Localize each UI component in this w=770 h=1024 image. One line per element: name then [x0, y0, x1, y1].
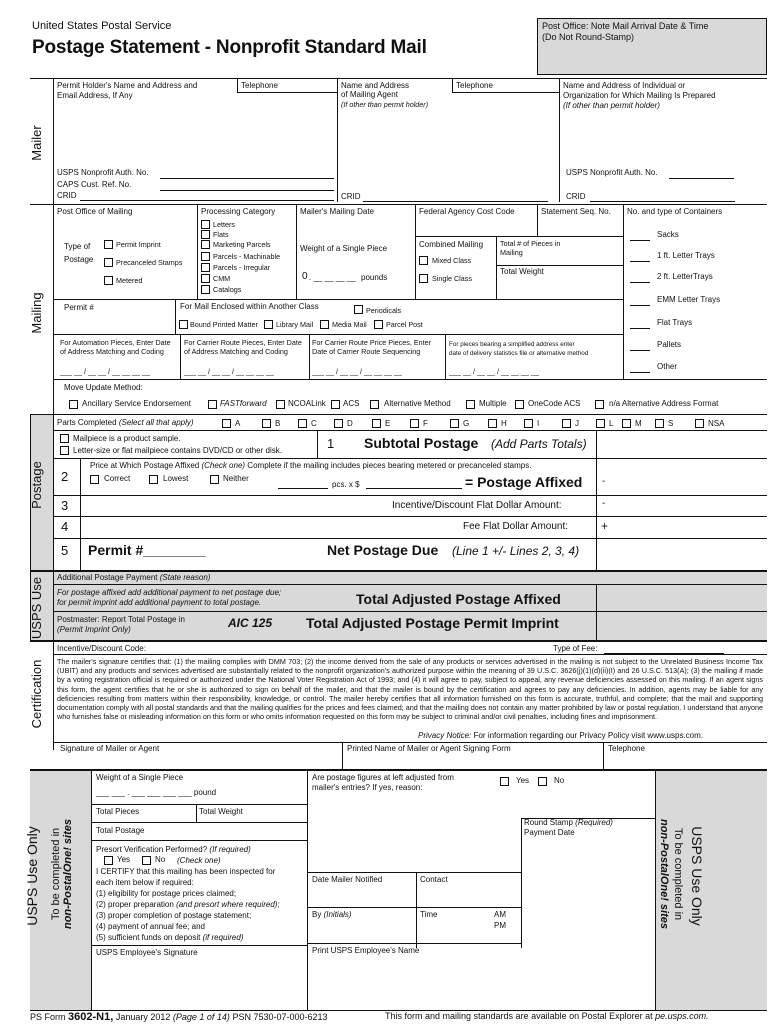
- crid-line[interactable]: [80, 200, 334, 201]
- price-blank[interactable]: [366, 488, 462, 489]
- automation-label: For Automation Pieces, Enter Date: [60, 338, 171, 347]
- catalogs-checkbox[interactable]: [201, 285, 210, 294]
- irregular-checkbox[interactable]: [201, 263, 210, 272]
- bound-checkbox[interactable]: [179, 320, 188, 329]
- uo-no-label: No: [155, 855, 166, 864]
- part-nsa-label: NSA: [708, 419, 725, 428]
- ml-row-line: [415, 236, 623, 237]
- part-s-checkbox[interactable]: [655, 419, 664, 428]
- part-nsa-checkbox[interactable]: [695, 419, 704, 428]
- part-l-label: L: [609, 419, 614, 428]
- uo-c3: (3) proper completion of postage statement;: [96, 911, 252, 920]
- ml-div-4: [496, 236, 497, 299]
- part-d-label: D: [347, 419, 353, 428]
- total-weight-label: Total Weight: [500, 267, 544, 276]
- part-h-checkbox[interactable]: [488, 419, 497, 428]
- agent-note: (If other than permit holder): [341, 100, 429, 109]
- permit-no-label: Permit #: [64, 303, 94, 312]
- mailer-div-b: [337, 78, 338, 202]
- ml-div-9: [309, 334, 310, 379]
- containers-label: No. and type of Containers: [627, 207, 723, 216]
- automation-date[interactable]: ___ __ / __ __ / __ __ __ __: [60, 367, 150, 376]
- subtotal-postage-label: Subtotal Postage: [364, 435, 479, 451]
- uo-time: Time: [420, 910, 438, 919]
- usps-use-bottom: [30, 640, 767, 642]
- single-checkbox[interactable]: [419, 274, 428, 283]
- weight-fill: . __ __ __ __: [309, 273, 356, 282]
- postage-amount-div: [596, 430, 597, 570]
- weight-value[interactable]: 0: [302, 271, 308, 282]
- plus-sign: +: [601, 519, 609, 533]
- minus-sign: -: [602, 476, 606, 487]
- price-check-label: Price at Which Postage Affixed (Check one) Complete if the mailing includes pieces bearing metered or precanceled stamps.: [90, 461, 532, 470]
- uo-row-3: [91, 840, 307, 841]
- postmaster-label: Postmaster: Report Total Postage in: [57, 615, 185, 624]
- line5-number: 5: [61, 543, 69, 558]
- library-label: Library Mail: [276, 320, 314, 329]
- certification-text: The mailer's signature certifies that: (1) the mailing complies with DMM 703; (2) the income derived from the sale of any products or services advertised in the mailing is not subject to the Unrelated Business Income Tax (UBIT) and any products and services advertised are substantially related to the nonprofit organization's authorized purpose within the meaning of 39 U.S.C. 3626(j)(1)(d)(ii)(I) and 26 U.S.C. 513(A); (3) the mailing if made by a voting registration official is required or authorized under the National Voter Registration Act of 1993; and (4) it will agree to pay, subject to appeal, any revenue deficiencies assessed on this mailing. If an agent signs this form, the agent certifies that he or she is authorized to sign on behalf of the mailer, and that the mailer is bound by the certification and agrees to pay any deficiencies. In addition, agents may be liable for any deficiencies resulting from matters within their responsibility, knowledge, or control. The mailer hereby certifies that all information furnished on this form is accurate, truthful, and complete; that the mail and supporting documentation comply with all postal standards and that the mailing qualifies for the prices and fees claimed; and that the mailing does not contain any matter prohibited by law or postal regulation. I understand that anyone who furnishes false or misleading information on this form or who omits information requested on this form may be subject to criminal and/or civil penalties, including fines and imprisonment.: [57, 657, 763, 722]
- incentive-flat-label: Incentive/Discount Flat Dollar Amount:: [392, 500, 562, 511]
- periodicals-label: Periodicals: [366, 306, 402, 315]
- ml-div-7: [175, 299, 176, 334]
- bound-label: Bound Printed Matter: [190, 320, 258, 329]
- permit-holder-label: Permit Holder's Name and Address and: [57, 81, 198, 90]
- media-label: Media Mail: [332, 320, 367, 329]
- printed-name-label: Printed Name of Mailer or Agent Signing Form: [347, 744, 511, 753]
- part-c-checkbox[interactable]: [298, 419, 307, 428]
- neither-checkbox[interactable]: [210, 475, 219, 484]
- part-i-checkbox[interactable]: [524, 419, 533, 428]
- postmaster-note: (Permit Imprint Only): [57, 625, 131, 634]
- section-completed-in: To be completed in: [50, 827, 62, 921]
- flats-checkbox[interactable]: [201, 230, 210, 239]
- fee-flat-label: Fee Flat Dollar Amount:: [463, 521, 569, 532]
- agency-name: United States Postal Service: [32, 20, 172, 32]
- part-d-checkbox[interactable]: [334, 419, 343, 428]
- uo-figures2: mailer's entries? If yes, reason:: [312, 783, 423, 792]
- processing-label: Processing Category: [201, 207, 276, 216]
- ml-row-line-2: [53, 299, 623, 300]
- multiple-checkbox[interactable]: [466, 400, 475, 409]
- postage-type-label: Postage: [64, 255, 94, 264]
- total-adjusted-imprint: Total Adjusted Postage Permit Imprint: [306, 615, 559, 631]
- uo-row-2: [91, 822, 307, 823]
- uo-row-5: [307, 872, 521, 873]
- sacks-blank[interactable]: [630, 240, 650, 241]
- incentive-code-label: Incentive/Discount Code:: [57, 644, 146, 653]
- correct-checkbox[interactable]: [90, 475, 99, 484]
- mailer-bottom: [30, 204, 767, 205]
- uo-c4: (4) payment of annual fee; and: [96, 922, 205, 931]
- caps-label: CAPS Cust. Ref. No.: [57, 180, 132, 189]
- line4-number: 4: [61, 519, 69, 534]
- uo-yes-label: Yes: [117, 855, 131, 864]
- line-num-div: [80, 458, 81, 570]
- pcs-blank[interactable]: [278, 488, 328, 489]
- parcel-post-label: Parcel Post: [386, 320, 423, 329]
- uo-total-pieces: Total Pieces: [96, 807, 140, 816]
- uo-presort-label: Presort Verification Performed? (If required): [96, 845, 251, 854]
- uo-far-div: [655, 770, 656, 1010]
- mailpiece-checkbox[interactable]: [60, 434, 69, 443]
- uo-yes2-label: Yes: [516, 776, 530, 785]
- crid-label: CRID: [57, 191, 77, 200]
- uo-row-1: [91, 804, 307, 805]
- privacy-notice: Privacy Notice: For information regarding our Privacy Policy visit www.usps.com.: [418, 731, 704, 740]
- uo-presort-no[interactable]: [142, 856, 151, 865]
- left-divider-1: [53, 78, 54, 414]
- additional-payment-label: Additional Postage Payment (State reason): [57, 573, 211, 582]
- parts-completed-label: Parts Completed (Select all that apply): [57, 418, 194, 427]
- section-postage: Postage: [29, 461, 44, 509]
- flat-trays-label: Flat Trays: [657, 318, 693, 327]
- uo-total-weight: Total Weight: [199, 807, 243, 816]
- uo-date-notified: Date Mailer Notified: [312, 875, 383, 884]
- weight-single-label: Weight of a Single Piece: [300, 244, 388, 253]
- post-office-label: Post Office of Mailing: [57, 207, 133, 216]
- carrier-route-date[interactable]: ___ __ / __ __ / __ __ __ __: [184, 367, 274, 376]
- telephone-label-2: Telephone: [456, 81, 493, 90]
- metered-checkbox[interactable]: [104, 276, 113, 285]
- letter-size-label: Letter-size or flat mailpiece contains DVD/CD or other disk.: [73, 446, 282, 455]
- section-usps-use-only-right: USPS Use Only: [689, 826, 705, 926]
- crid-line-2[interactable]: [363, 201, 548, 202]
- alternative-label: Alternative Method: [384, 399, 451, 408]
- postage-row-3: [53, 516, 767, 517]
- acs-checkbox[interactable]: [331, 400, 340, 409]
- part-f-checkbox[interactable]: [410, 419, 419, 428]
- frame-top: [30, 78, 767, 79]
- flat-trays-blank[interactable]: [630, 328, 650, 329]
- ancillary-checkbox[interactable]: [69, 400, 78, 409]
- marketing-label: Marketing Parcels: [213, 240, 271, 249]
- na-alt-label: n/a Alternative Address Format: [609, 399, 719, 408]
- affixed-note: For postage affixed add additional payment to net postage due;: [57, 588, 282, 597]
- part-c-label: C: [311, 419, 317, 428]
- part-m-label: M: [635, 419, 642, 428]
- mailer-tel-line: [237, 92, 337, 93]
- sacks-label: Sacks: [657, 230, 679, 239]
- mixed-checkbox[interactable]: [419, 256, 428, 265]
- uo-c1: (1) eligibility for postage prices claimed;: [96, 889, 237, 898]
- ml-div-1: [197, 204, 198, 299]
- part-b-label: B: [275, 419, 281, 428]
- imprint-note: for permit imprint add additional payment to total postage.: [57, 598, 262, 607]
- nonprofit-auth-label: USPS Nonprofit Auth. No.: [57, 168, 149, 177]
- caps-line[interactable]: [160, 190, 334, 191]
- auth-line[interactable]: [160, 178, 334, 179]
- ml-div-2: [296, 204, 297, 299]
- media-checkbox[interactable]: [320, 320, 329, 329]
- individual-label: Name and Address of Individual or: [563, 81, 686, 90]
- na-alt-checkbox[interactable]: [595, 400, 604, 409]
- fastforward-checkbox[interactable]: [208, 400, 217, 409]
- mailing-bottom: [30, 414, 767, 415]
- post-office-note-sub: (Do Not Round-Stamp): [542, 32, 635, 42]
- cmm-label: CMM: [213, 274, 231, 283]
- mailing-date-label: Mailer's Mailing Date: [300, 207, 374, 216]
- letter-size-checkbox[interactable]: [60, 446, 69, 455]
- uo-total-postage: Total Postage: [96, 826, 145, 835]
- ancillary-label: Ancillary Service Endorsement: [82, 399, 191, 408]
- total-adjusted-affixed: Total Adjusted Postage Affixed: [356, 591, 561, 607]
- net-postage-note: (Line 1 +/- Lines 2, 3, 4): [452, 544, 580, 558]
- part-i-label: I: [537, 419, 540, 428]
- uo-figures-no[interactable]: [538, 777, 547, 786]
- uo-presort-yes[interactable]: [104, 856, 113, 865]
- crid-line-3[interactable]: [590, 201, 735, 202]
- correct-label: Correct: [104, 474, 131, 483]
- enclosed-label: For Mail Enclosed within Another Class: [180, 302, 319, 311]
- signature-label: Signature of Mailer or Agent: [60, 744, 160, 753]
- part-e-checkbox[interactable]: [372, 419, 381, 428]
- flats-label: Flats: [213, 230, 229, 239]
- auth-line-2[interactable]: [669, 178, 734, 179]
- part-g-label: G: [463, 419, 470, 428]
- ml-div-8: [180, 334, 181, 379]
- carrier-route-label2: of Address Matching and Coding: [184, 347, 288, 356]
- uo-am: AM: [494, 910, 506, 919]
- usps-use-row-2: [53, 611, 767, 612]
- uo-figures-yes[interactable]: [500, 777, 509, 786]
- combined-label: Combined Mailing: [419, 240, 484, 249]
- part-h-label: H: [501, 419, 507, 428]
- line3-number: 3: [61, 498, 69, 513]
- move-update-label: Move Update Method:: [64, 383, 143, 392]
- uo-contact: Contact: [420, 875, 448, 884]
- total-pieces-label2: Mailing: [500, 248, 523, 257]
- part-e-label: E: [385, 419, 391, 428]
- simplified-label: For pieces bearing a simplified address enter: [449, 341, 575, 348]
- carrier-price-date[interactable]: ___ __ / __ __ / __ __ __ __: [312, 367, 402, 376]
- simplified-date[interactable]: ___ __ / __ __ / __ __ __ __: [449, 367, 539, 376]
- part-g-checkbox[interactable]: [450, 419, 459, 428]
- precanceled-checkbox[interactable]: [104, 258, 113, 267]
- alternative-checkbox[interactable]: [370, 400, 379, 409]
- footer-explorer: This form and mailing standards are available on Postal Explorer at pe.usps.com.: [385, 1011, 709, 1021]
- uo-certify2: each item below if required:: [96, 878, 194, 887]
- marketing-checkbox[interactable]: [201, 240, 210, 249]
- letters-label: Letters: [213, 220, 235, 229]
- pcs-label: pcs. x $: [332, 480, 360, 489]
- ncoalink-checkbox[interactable]: [276, 400, 285, 409]
- carrier-price-label: For Carrier Route Price Pieces, Enter: [312, 338, 432, 347]
- multiple-label: Multiple: [479, 399, 507, 408]
- permit-imprint-checkbox[interactable]: [104, 240, 113, 249]
- uo-right-div: [521, 818, 522, 948]
- mixed-label: Mixed Class: [432, 256, 472, 265]
- other-label: Other: [657, 362, 678, 371]
- ml-div-3: [415, 204, 416, 299]
- letters-checkbox[interactable]: [201, 220, 210, 229]
- other-blank[interactable]: [630, 372, 650, 373]
- mailer-tel-line2: [452, 92, 559, 93]
- federal-label: Federal Agency Cost Code: [419, 207, 515, 216]
- pallets-blank[interactable]: [630, 350, 650, 351]
- postage-affixed-label: = Postage Affixed: [465, 474, 583, 490]
- uo-by: By (Initials): [312, 910, 352, 919]
- uo-pieces-div: [196, 804, 197, 822]
- acs-label: ACS: [343, 399, 360, 408]
- irregular-label: Parcels - Irregular: [213, 263, 271, 272]
- permit-no-big: Permit #________: [88, 542, 206, 558]
- ml-pieces-line: [496, 265, 623, 266]
- onecode-checkbox[interactable]: [515, 400, 524, 409]
- pounds-label: pounds: [361, 273, 388, 282]
- uo-figures: Are postage figures at left adjusted from: [312, 773, 454, 782]
- uo-c2: (2) proper preparation (and presort where required);: [96, 900, 280, 909]
- periodicals-checkbox[interactable]: [354, 305, 363, 314]
- carrier-route-label: For Carrier Route Pieces, Enter Date: [184, 338, 302, 347]
- uo-weight-fill[interactable]: ___ ___ . ___ ___ ___ ___ pound: [96, 788, 217, 797]
- section-completed-in-right: To be completed in: [672, 827, 684, 921]
- part-s-label: S: [668, 419, 674, 428]
- line1-number: 1: [327, 436, 335, 451]
- part-f-label: F: [423, 419, 428, 428]
- individual-label2: Organization for Which Mailing Is Prepared: [563, 91, 716, 100]
- section-certification: Certification: [29, 659, 44, 729]
- two-ft-letter-label: 2 ft. LetterTrays: [657, 272, 713, 281]
- carrier-price-label2: Date of Carrier Route Sequencing: [312, 347, 421, 356]
- one-ft-letter-label: 1 ft. Letter Trays: [657, 251, 715, 260]
- uo-check-one: (Check one): [177, 856, 221, 865]
- pallets-label: Pallets: [657, 340, 682, 349]
- lowest-checkbox[interactable]: [149, 475, 158, 484]
- section-mailer: Mailer: [29, 125, 44, 161]
- agent-name-label: Name and Address: [341, 81, 410, 90]
- total-pieces-label: Total # of Pieces in: [500, 239, 561, 248]
- machinable-label: Parcels - Machinable: [213, 252, 281, 261]
- automation-label2: of Address Matching and Coding: [60, 347, 164, 356]
- postage-row-4: [53, 538, 767, 539]
- cert-row-2: [53, 742, 767, 743]
- cert-div-2: [603, 742, 604, 769]
- machinable-checkbox[interactable]: [201, 252, 210, 261]
- form-title: Postage Statement - Nonprofit Standard Mail: [32, 37, 427, 58]
- metered-label: Metered: [116, 276, 143, 285]
- line1-div: [317, 430, 318, 458]
- usps-use-row-1: [53, 584, 767, 585]
- section-usps-use-only: USPS Use Only: [24, 826, 40, 926]
- cert-telephone-label: Telephone: [608, 744, 645, 753]
- line2-number: 2: [61, 469, 69, 484]
- onecode-label: OneCode ACS: [528, 399, 581, 408]
- emm-label: EMM Letter Trays: [657, 295, 721, 304]
- ml-div-6: [623, 204, 624, 379]
- cert-bottom: [30, 769, 767, 771]
- part-a-label: A: [235, 419, 241, 428]
- two-ft-blank[interactable]: [630, 282, 650, 283]
- simplified-label2: date of delivery statistics file or alternative method: [449, 350, 589, 357]
- ml-div-10: [445, 334, 446, 379]
- mailpiece-label: Mailpiece is a product sample.: [73, 434, 181, 443]
- subtotal-note: (Add Parts Totals): [491, 437, 587, 451]
- library-checkbox[interactable]: [264, 320, 273, 329]
- fastforward-label: FASTforward: [220, 399, 267, 408]
- section-mailing: Mailing: [29, 292, 44, 334]
- uo-c5: (5) sufficient funds on deposit (if required): [96, 933, 244, 942]
- postage-row-2: [53, 495, 767, 496]
- parcel-post-checkbox[interactable]: [374, 320, 383, 329]
- uo-pm: PM: [494, 921, 506, 930]
- mailer-div-a: [237, 78, 238, 92]
- uo-certify: I CERTIFY that this mailing has been inspected for: [96, 867, 276, 876]
- cmm-checkbox[interactable]: [201, 274, 210, 283]
- part-j-checkbox[interactable]: [562, 419, 571, 428]
- lowest-label: Lowest: [163, 474, 189, 483]
- uo-row-4: [91, 945, 307, 946]
- cert-row-1: [53, 654, 767, 655]
- precanceled-label: Precanceled Stamps: [116, 258, 183, 267]
- catalogs-label: Catalogs: [213, 285, 242, 294]
- aic-125: AIC 125: [228, 616, 273, 630]
- crid-label-3: CRID: [566, 192, 586, 201]
- type-of-label: Type of: [64, 242, 91, 251]
- part-l-checkbox[interactable]: [596, 419, 605, 428]
- uo-print-employee: Print USPS Employee's Name: [312, 946, 420, 955]
- footer-form-id: PS Form 3602-N1, January 2012 (Page 1 of 14) PSN 7530-07-000-6213: [30, 1011, 328, 1023]
- neither-label: Neither: [223, 474, 249, 483]
- part-m-checkbox[interactable]: [622, 419, 631, 428]
- uo-employee-sig: USPS Employee's Signature: [96, 948, 198, 957]
- telephone-label: Telephone: [241, 81, 278, 90]
- part-j-label: J: [575, 419, 579, 428]
- minus-sign-2: -: [602, 498, 606, 509]
- emm-blank[interactable]: [630, 305, 650, 306]
- section-nonpostalone: non-PostalOne! sites: [62, 818, 74, 930]
- uo-left-div: [91, 770, 92, 1010]
- mailer-div-d: [559, 78, 560, 202]
- postage-row-1: [53, 458, 767, 459]
- uo-weight-label: Weight of a Single Piece: [96, 773, 184, 782]
- one-ft-blank[interactable]: [630, 261, 650, 262]
- cert-div-1: [342, 742, 343, 769]
- uo-row-7: [307, 943, 521, 944]
- type-fee-label: Type of Fee:: [553, 644, 598, 653]
- agent-name-label2: of Mailing Agent: [341, 90, 398, 99]
- single-label: Single Class: [432, 274, 472, 283]
- uo-no2-label: No: [554, 776, 565, 785]
- uo-payment-date: Payment Date: [524, 828, 575, 837]
- email-label: Email Address, If Any: [57, 91, 133, 100]
- statement-seq-label: Statement Seq. No.: [541, 207, 611, 216]
- permit-imprint-label: Permit Imprint: [116, 240, 161, 249]
- net-postage-label: Net Postage Due: [327, 542, 439, 558]
- nonprofit-auth-label-2: USPS Nonprofit Auth. No.: [566, 168, 658, 177]
- mailer-div-c: [452, 78, 453, 92]
- ml-row-line-3: [53, 334, 623, 335]
- crid-label-2: CRID: [341, 192, 361, 201]
- section-nonpostalone-right: non-PostalOne! sites: [658, 818, 670, 930]
- uo-contact-div: [416, 872, 417, 948]
- part-a-checkbox[interactable]: [222, 419, 231, 428]
- uo-row-6: [307, 907, 521, 908]
- ml-row-line-4: [53, 379, 767, 380]
- individual-note: (If other than permit holder): [563, 101, 660, 110]
- part-b-checkbox[interactable]: [262, 419, 271, 428]
- uo-round-stamp: Round Stamp (Required): [524, 818, 613, 827]
- ncoalink-label: NCOALink: [288, 399, 326, 408]
- postage-row-0: [53, 430, 767, 431]
- ml-div-5: [537, 204, 538, 237]
- section-usps-use: USPS Use: [29, 576, 44, 640]
- usps-amount-div: [596, 584, 597, 640]
- uo-mid-div: [307, 770, 308, 1010]
- post-office-note: Post Office: Note Mail Arrival Date & Time: [542, 21, 709, 31]
